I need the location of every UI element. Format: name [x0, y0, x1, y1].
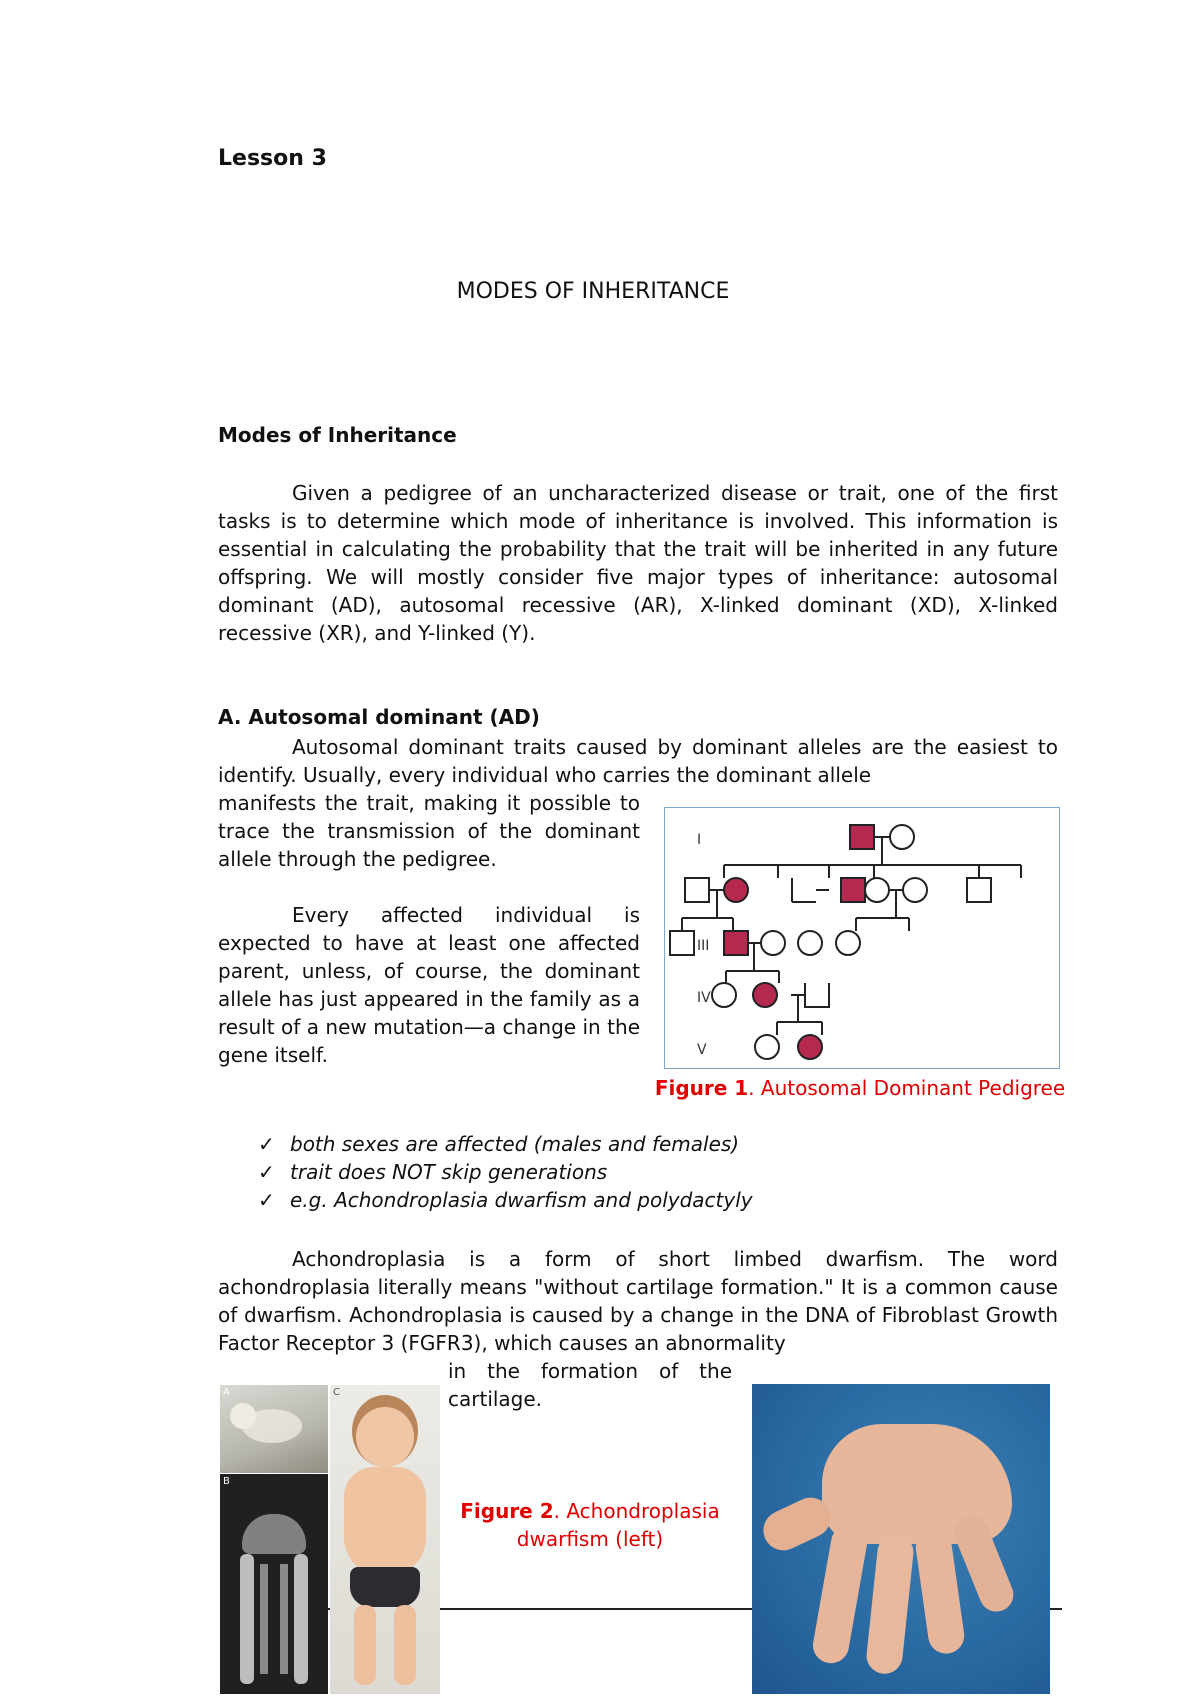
list-item-text: trait does NOT skip generations	[290, 1160, 608, 1184]
trait-checklist	[258, 1130, 753, 1214]
female-symbol	[798, 931, 822, 955]
ad-paragraph-2-text: Every affected individual is expected to have at least one affected parent, unless, of course, the dominant allele has just appeared in the family as a result of a new mutation—a change in the gene itself.	[218, 903, 640, 1067]
lesson-label: Lesson 3	[218, 146, 327, 171]
section-heading: Modes of Inheritance	[218, 423, 457, 447]
female-symbol	[761, 931, 785, 955]
ad-paragraph-1-text: Autosomal dominant traits caused by dominant alleles are the easiest to identify. Usually, every individual who carries the dominant allele	[218, 735, 1058, 787]
ad-paragraph-1-continued: manifests the trait, making it possible to trace the transmission of the dominant allele through the pedigree.	[218, 791, 640, 871]
pedigree-chart	[665, 808, 1059, 1068]
pedigree-individuals	[670, 825, 991, 1059]
achondroplasia-paragraph-tail: in the formation of the cartilage.	[448, 1359, 732, 1411]
figure-2-caption	[440, 1497, 740, 1553]
female-symbol	[890, 825, 914, 849]
generation-label: I	[697, 832, 702, 848]
figure-2-label: Figure 2	[460, 1499, 554, 1523]
ad-paragraph-2	[218, 901, 640, 1069]
achondroplasia-paragraph	[218, 1245, 1058, 1357]
panel-label: A	[223, 1387, 230, 1398]
male-symbol	[670, 931, 694, 955]
figure-1-label: Figure 1	[654, 1076, 749, 1100]
list-item	[258, 1186, 753, 1214]
female-symbol	[755, 1035, 779, 1059]
child-photo	[330, 1385, 440, 1694]
intro-paragraph	[218, 479, 1058, 647]
panel-label: B	[223, 1476, 230, 1487]
list-item	[258, 1158, 753, 1186]
affected-male-symbol	[841, 878, 865, 902]
figure-1-caption	[560, 1076, 1160, 1100]
figure-1-caption-text: . Autosomal Dominant Pedigree	[748, 1076, 1066, 1100]
generation-label: III	[697, 938, 710, 954]
list-item-text: e.g. Achondroplasia dwarfism and polydactyly	[290, 1188, 753, 1212]
female-symbol	[712, 983, 736, 1007]
xray-photo	[220, 1474, 328, 1694]
panel-label: C	[333, 1387, 340, 1398]
infant-photo	[220, 1385, 328, 1473]
hand-photo	[752, 1384, 1050, 1694]
ad-paragraph-1	[218, 733, 1058, 789]
generation-label: V	[697, 1042, 707, 1058]
male-symbol	[967, 878, 991, 902]
affected-male-symbol	[724, 931, 748, 955]
male-symbol-open	[792, 878, 816, 902]
generation-label: IV	[697, 990, 711, 1006]
list-item	[258, 1130, 753, 1158]
pedigree-figure	[664, 807, 1060, 1069]
check-icon: ✓	[258, 1160, 275, 1184]
affected-female-symbol	[724, 878, 748, 902]
figure-2-caption-text: . Achondroplasia dwarfism (left)	[516, 1499, 720, 1551]
check-icon: ✓	[258, 1188, 275, 1212]
female-symbol	[865, 878, 889, 902]
page-title: MODES OF INHERITANCE	[456, 279, 730, 304]
male-symbol-open	[805, 983, 829, 1007]
list-item-text: both sexes are affected (males and females)	[290, 1132, 740, 1156]
check-icon: ✓	[258, 1132, 275, 1156]
female-symbol	[836, 931, 860, 955]
ad-heading: A. Autosomal dominant (AD)	[218, 705, 540, 729]
affected-female-symbol	[798, 1035, 822, 1059]
affected-male-symbol	[850, 825, 874, 849]
intro-paragraph-text: Given a pedigree of an uncharacterized disease or trait, one of the first tasks is to determine which mode of inheritance is involved. This information is essential in calculating the probability that the trait will be inherited in any future offspring. We will mostly consider five major types of inheritance: autosomal dominant (AD), autosomal recessive (AR), X-linked dominant (XD), X-linked recessive (XR), and Y-linked (Y).	[218, 481, 1058, 645]
achondroplasia-paragraph-text: Achondroplasia is a form of short limbed dwarfism. The word achondroplasia literally means "without cartilage formation." It is a common cause of dwarfism. Achondroplasia is caused by a change in the DNA of Fibroblast Growth Factor Receptor 3 (FGFR3), which causes an abnormality	[218, 1247, 1058, 1355]
affected-female-symbol	[753, 983, 777, 1007]
female-symbol	[903, 878, 927, 902]
male-symbol	[685, 878, 709, 902]
